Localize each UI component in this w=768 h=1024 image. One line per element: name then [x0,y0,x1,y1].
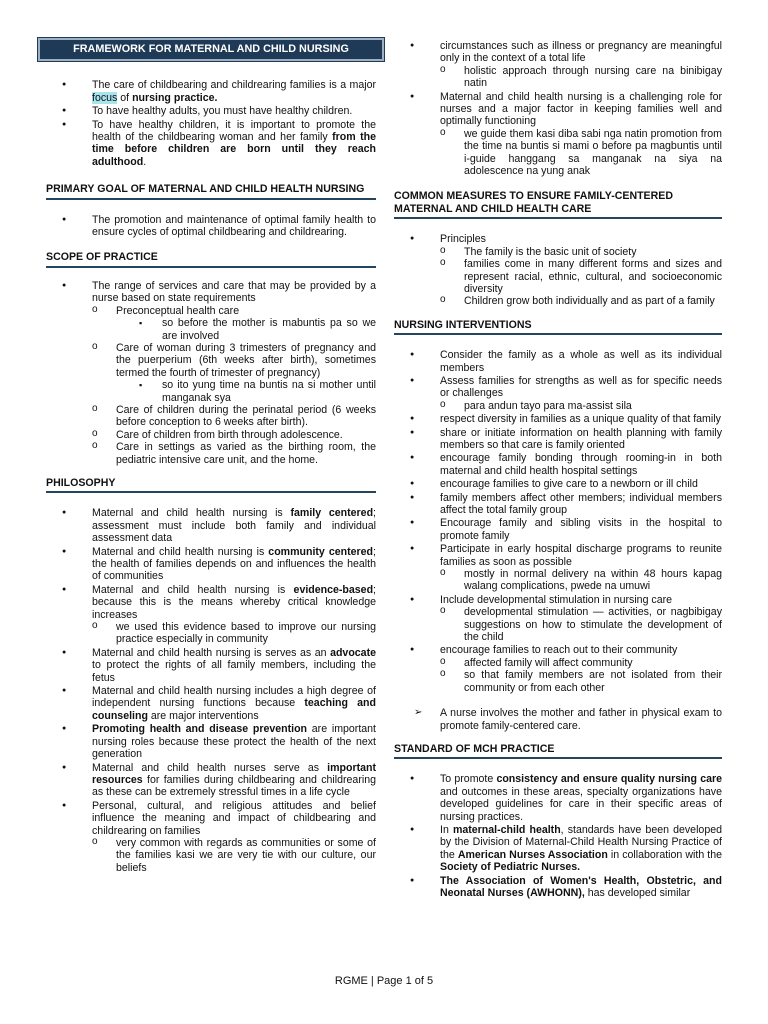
list-item: ● circumstances such as illness or pregnancy are meaningful only in the context of a total life o holistic approach through nursing care na binibigay natin [394,40,722,90]
sub-item: o very common with regards as communities or some of the families kasi we are very tie with our culture, our beliefs [92,837,376,874]
list-item: ● Assess families for strengths as well as for specific needs or challenges o para andun tayo para ma-assist sila [394,375,722,412]
list-item: ● respect diversity in families as a unique quality of that family [394,413,722,425]
sub-sub-item: ▪ so ito yung time na buntis na si mother until manganak sya [116,379,376,404]
sub-item: o Care of children during the perinatal period (6 weeks before conception to 6 weeks after birth). [92,404,376,429]
scope-list [46,280,376,466]
sub-item: o Care in settings as varied as the birthing room, the pediatric intensive care unit, and the home. [92,441,376,466]
sub-item: o developmental stimulation — activities, or nagbibigay suggestions on how to stimulate the development of the child [440,606,722,643]
list-item: ➢ A nurse involves the mother and father in physical exam to promote family-centered care. [394,707,722,732]
sub-item: o we used this evidence based to improve our nursing practice especially in community [92,621,376,646]
list-item: ● The range of services and care that may be provided by a nurse based on state requirements o Preconceptual health care ▪ so before the mother is mabuntis pa so we are involved o Care of woman during 3 trimesters of pregnancy and the puerperium (6th weeks after birth), sometimes termed the fourth of trimester of pregnancy) ▪ so ito yung time na buntis na si mother until manganak sya o Care of children during the perinatal period (6 weeks before conception to 6 weeks after birth). o Care of children from birth through adolescence. o Care in settings as varied as the birthing room, the pediatric intensive care unit, and the home. [46,280,376,466]
list-item: ● Maternal and child health nursing is serves as an advocate to protect the rights of all family members, including the fetus [46,647,376,684]
sub-item: o The family is the basic unit of society [440,246,722,258]
standard-list [394,773,722,899]
list-item: ● Include developmental stimulation in nursing care o developmental stimulation — activities, or nagbibigay suggestions on how to stimulate the development of the child [394,594,722,644]
sub-item: o holistic approach through nursing care na binibigay natin [440,65,722,90]
list-item: ● The promotion and maintenance of optimal family health to ensure cycles of optimal childbearing and childrearing. [46,214,376,239]
list-item: ● To promote consistency and ensure quality nursing care and outcomes in these areas, specialty organizations have developed guidelines for care in their specific areas of nursing practices. [394,773,722,823]
sub-item: o mostly in normal delivery na within 48 hours kapag walang complications, pwede na umuwi [440,568,722,593]
primary-goal-list [46,214,376,239]
section-heading-philosophy: PHILOSOPHY [46,477,376,493]
document-title: FRAMEWORK FOR MATERNAL AND CHILD NURSING [38,38,384,61]
sub-item: o affected family will affect community [440,657,722,669]
list-item: ● To have healthy children, it is important to promote the health of the childbearing woman and her family from the time before children are born until they reach adulthood. [46,119,376,169]
sub-item: o families come in many different forms and sizes and represent racial, ethnic, cultural, and socioeconomic diversity [440,258,722,295]
list-item: ● encourage family bonding through rooming-in in both maternal and child health hospital settings [394,452,722,477]
section-heading-interventions: NURSING INTERVENTIONS [394,319,722,335]
highlighted-word: focus [92,91,118,104]
list-item: ● share or initiate information on health planning with family members so that care is family oriented [394,427,722,452]
sub-item: o so that family members are not isolated from their community or from each other [440,669,722,694]
list-item: ● Maternal and child health nursing is community centered; the health of families depends on and influences the health of communities [46,546,376,583]
arrow-note [394,707,722,732]
sub-item: o we guide them kasi diba sabi nga natin promotion from the time na buntis si mami o before pa magbuntis until i-guide hanggang sa manganak na siya na adolescence na yung anak [440,128,722,178]
section-heading-common-measures: COMMON MEASURES TO ENSURE FAMILY-CENTERED MATERNAL AND CHILD HEALTH CARE [394,190,722,219]
sub-item: o para andun tayo para ma-assist sila [440,400,722,412]
section-heading-standard: STANDARD OF MCH PRACTICE [394,743,722,759]
left-column [46,38,376,875]
right-column [394,40,722,900]
page-footer: RGME | Page 1 of 5 [334,975,434,987]
list-item: ● Consider the family as a whole as well as its individual members [394,349,722,374]
list-item: ● Maternal and child health nursing is family centered; assessment must include both family and individual assessment data [46,507,376,544]
list-item: ● To have healthy adults, you must have healthy children. [46,105,376,117]
list-item: ● encourage families to reach out to their community o affected family will affect community o so that family members are not isolated from their community or from each other [394,644,722,694]
intro-list [46,79,376,168]
list-item: ● encourage families to give care to a newborn or ill child [394,478,722,490]
list-item: ● Maternal and child health nursing includes a high degree of independent nursing functions because teaching and counseling are major interventions [46,685,376,722]
list-item: ● The Association of Women's Health, Obstetric, and Neonatal Nurses (AWHONN), has developed similar [394,875,722,900]
section-heading-scope: SCOPE OF PRACTICE [46,251,376,267]
list-item: ● Principles o The family is the basic unit of society o families come in many different forms and sizes and represent racial, ethnic, cultural, and socioeconomic diversity o Children grow both individually and as part of a family [394,233,722,307]
list-item: ● Maternal and child health nursing is evidence-based; because this is the means whereby critical knowledge increases o we used this evidence based to improve our nursing practice especially in community [46,584,376,646]
interventions-list [394,349,722,694]
list-item: ● family members affect other members; individual members affect the total family group [394,492,722,517]
sub-item: o Care of woman during 3 trimesters of pregnancy and the puerperium (6th weeks after birth), sometimes termed the fourth of trimester of pregnancy) ▪ so ito yung time na buntis na si mother until manganak sya [92,342,376,404]
sub-item: o Children grow both individually and as part of a family [440,295,722,307]
sub-item: o Preconceptual health care ▪ so before the mother is mabuntis pa so we are involved [92,305,376,342]
list-item: ● Maternal and child health nursing is a challenging role for nurses and a major factor in keeping families well and optimally functioning o we guide them kasi diba sabi nga natin promotion from the time na buntis si mami o before pa magbuntis until i-guide hanggang sa manganak na siya na adolescence na yung anak [394,91,722,178]
section-heading-primary-goal: PRIMARY GOAL OF MATERNAL AND CHILD HEALTH NURSING [46,183,376,199]
principles-list [394,233,722,307]
philosophy-list [46,507,376,874]
list-item: ● Personal, cultural, and religious attitudes and belief influence the meaning and impact of childbearing and childrearing on families o very common with regards as communities or some of the families kasi we are very tie with our culture, our beliefs [46,800,376,874]
list-item: ● Promoting health and disease prevention are important nursing roles because these protect the health of the next generation [46,723,376,760]
sub-item: o Care of children from birth through adolescence. [92,429,376,441]
continuation-list [394,40,722,177]
list-item: ● Encourage family and sibling visits in the hospital to promote family [394,517,722,542]
list-item: ● Maternal and child health nurses serve as important resources for families during childbearing and childrearing as these can be extremely stressful times in a life cycle [46,762,376,799]
list-item: ● Participate in early hospital discharge programs to reunite families as soon as possible o mostly in normal delivery na within 48 hours kapag walang complications, pwede na umuwi [394,543,722,593]
list-item: ● In maternal-child health, standards have been developed by the Division of Maternal-Child Health Nursing Practice of the American Nurses Association in collaboration with the Society of Pediatric Nurses. [394,824,722,874]
sub-sub-item: ▪ so before the mother is mabuntis pa so we are involved [116,317,376,342]
list-item: ● The care of childbearing and childrearing families is a major focus of nursing practice. [46,79,376,104]
